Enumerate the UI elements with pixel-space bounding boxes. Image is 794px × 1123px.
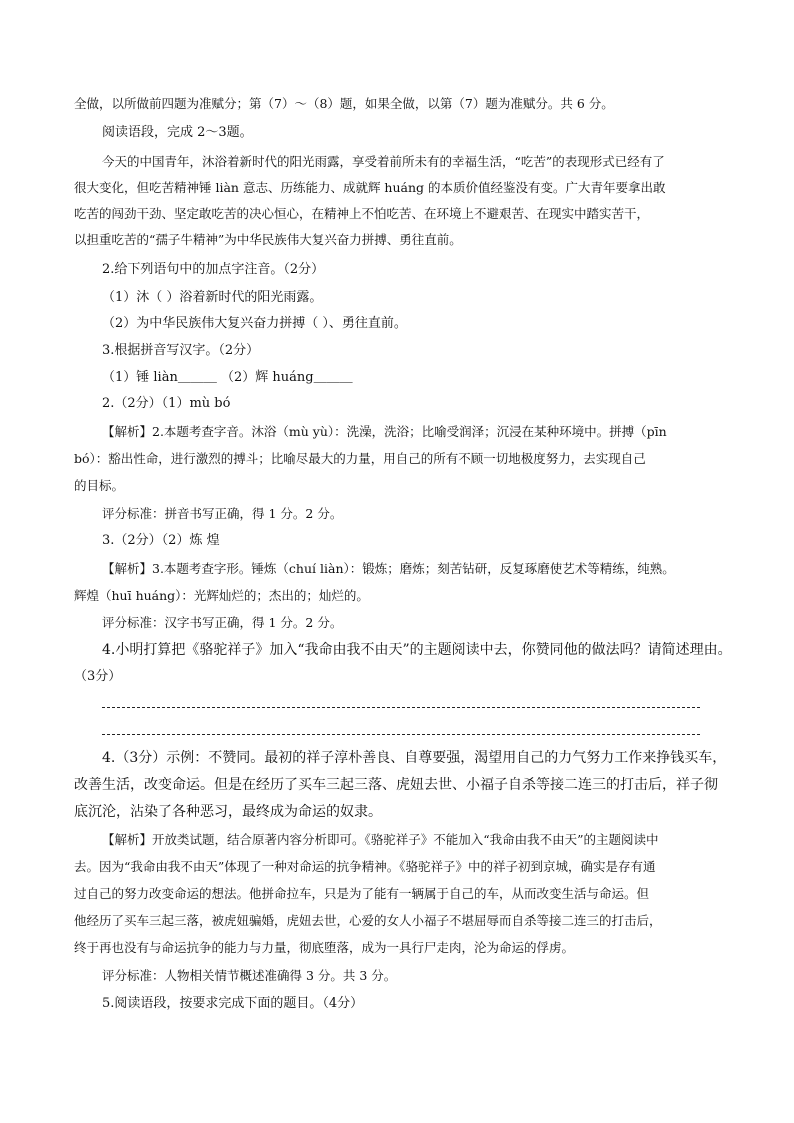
- analysis-4-line-3: 过自己的努力改变命运的想法。他拼命拉车，只是为了能有一辆属于自己的车，从而改变生活与命运。但: [74, 886, 650, 901]
- passage-line-4: 以担重吃苦的“孺子牛精神”为中华民族伟大复兴奋力拼搏、勇往直前。: [74, 232, 462, 247]
- scoring-standard-2: 评分标准：拼音书写正确，得 1 分。2 分。: [102, 506, 343, 521]
- answer-4-line-1: 4.（3分）示例：不赞同。最初的祥子淳朴善良、自尊要强，渴望用自己的力气努力工作来挣钱买车，: [102, 750, 727, 766]
- answer-line-1: [102, 707, 700, 708]
- analysis-2-line-1: 【解析】2.本题考查字音。沐浴（mù yù）：洗澡，洗浴；比喻受润泽；沉浸在某种环境中。拼搏（pīn: [102, 424, 667, 439]
- analysis-2-line-2: bó）：豁出性命，进行激烈的搏斗；比喻尽最大的力量，用自己的所有不顾一切地极度努力，去实现自己: [74, 451, 646, 466]
- passage-line-1: 今天的中国青年，沐浴着新时代的阳光雨露，享受着前所未有的幸福生活，“吃苦”的表现形式已经有了: [102, 154, 665, 169]
- analysis-4-line-4: 他经历了买车三起三落，被虎妞骗婚，虎妞去世，心爱的女人小福子不堪屈辱而自杀等接二连三的打击后，: [74, 913, 662, 928]
- question-2-item-1: （1）沐（ ）浴着新时代的阳光雨露。: [102, 290, 323, 305]
- answer-2: 2.（2分）（1）mù bó: [102, 396, 231, 411]
- analysis-4-line-2: 去。因为“我命由我不由天”体现了一种对命运的抗争精神。《骆驼祥子》中的祥子初到京城，确实是存有通: [74, 859, 656, 874]
- answer-4-line-3: 底沉沦，沾染了各种恶习，最终成为命运的奴隶。: [74, 804, 382, 820]
- reading-instruction: 阅读语段，完成 2～3题。: [102, 125, 253, 140]
- scoring-standard-3: 评分标准：汉字书写正确，得 1 分。2 分。: [102, 615, 343, 630]
- question-3: 3.根据拼音写汉字。（2分）: [102, 343, 260, 358]
- answer-3: 3.（2分）（2）炼 煌: [102, 533, 220, 548]
- analysis-2-line-3: 的目标。: [74, 478, 125, 493]
- analysis-3-line-1: 【解析】3.本题考查字形。锤炼（chuí liàn）：锻炼；磨炼；刻苦钻研，反复琢磨使艺术等精练，纯熟。: [102, 561, 675, 576]
- question-2-item-2: （2）为中华民族伟大复兴奋力拼搏（ ）、勇往直前。: [102, 316, 407, 331]
- analysis-4-line-5: 终于再也没有与命运抗争的能力与力量，彻底堕落，成为一具行尸走肉，沦为命运的俘虏。: [74, 940, 575, 955]
- scoring-note-line: 全做，以所做前四题为准赋分；第（7）～（8）题，如果全做，以第（7）题为准赋分。共 6 分。: [74, 96, 614, 111]
- question-3-items: （1）锤 liàn＿＿＿ （2）辉 huáng＿＿＿: [102, 370, 353, 385]
- question-5: 5.阅读语段，按要求完成下面的题目。（4分）: [102, 996, 364, 1011]
- analysis-3-line-2: 辉煌（huī huáng）：光辉灿烂的；杰出的；灿烂的。: [74, 588, 369, 603]
- scoring-standard-4: 评分标准：人物相关情节概述准确得 3 分。共 3 分。: [102, 968, 397, 983]
- analysis-4-line-1: 【解析】开放类试题，结合原著内容分析即可。《骆驼祥子》不能加入“我命由我不由天”的主题阅读中: [102, 832, 659, 847]
- passage-line-2: 很大变化，但吃苦精神锤 liàn 意志、历练能力、成就辉 huáng 的本质价值经鉴没有变。广大青年要拿出敢: [74, 180, 666, 195]
- question-4-points: （3分）: [74, 669, 122, 684]
- question-2: 2.给下列语句中的加点字注音。（2分）: [102, 262, 325, 277]
- question-4: 4.小明打算把《骆驼祥子》加入“我命由我不由天”的主题阅读中去，你赞同他的做法吗？请简述理由。: [102, 642, 732, 658]
- answer-4-line-2: 改善生活，改变命运。但是在经历了买车三起三落、虎妞去世、小福子自杀等接二连三的打击后，祥子彻: [74, 777, 718, 793]
- answer-line-2: [102, 734, 700, 735]
- passage-line-3: 吃苦的闯劲干劲、坚定敢吃苦的决心恒心，在精神上不怕吃苦、在环境上不避艰苦、在现实中踏实苦干，: [74, 206, 650, 221]
